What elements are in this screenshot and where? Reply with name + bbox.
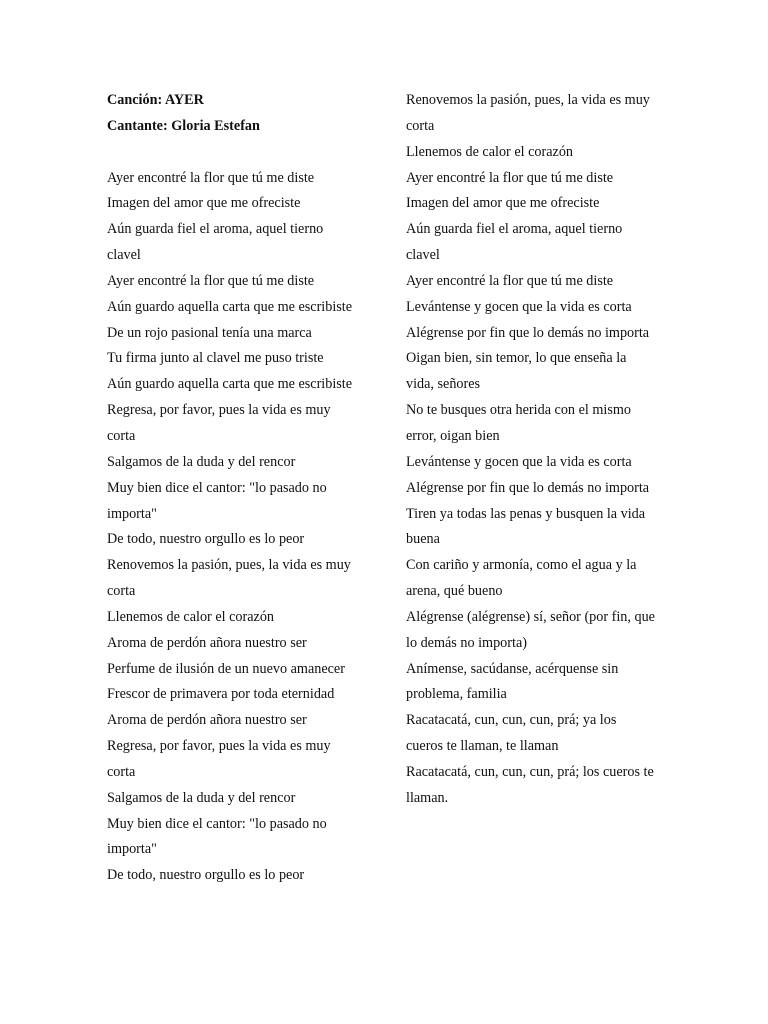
lyric-line: Racatacatá, cun, cun, cun, prá; los cueros te [406, 763, 654, 780]
right-column [406, 88, 666, 812]
lyric-line: Alégrense (alégrense) sí, señor (por fin, que [406, 608, 655, 625]
lyric-line: Aroma de perdón añora nuestro ser [107, 634, 307, 651]
song-title: Canción: AYER [107, 92, 204, 108]
lyric-line: Regresa, por favor, pues la vida es muy [107, 402, 331, 419]
lyric-line: Ayer encontré la flor que tú me diste [107, 272, 315, 289]
lyric-line: arena, qué bueno [406, 583, 503, 600]
lyric-line: Salgamos de la duda y del rencor [107, 789, 296, 806]
lyric-line: Levántense y gocen que la vida es corta [406, 453, 632, 470]
lyric-line: Alégrense por fin que lo demás no importa [406, 479, 650, 496]
lyric-line: Imagen del amor que me ofreciste [107, 195, 301, 212]
right-lyrics [406, 88, 666, 812]
lyric-line: Oigan bien, sin temor, lo que enseña la [406, 350, 627, 367]
lyric-line: Aún guarda fiel el aroma, aquel tierno [406, 221, 623, 238]
lyric-line: importa" [107, 841, 157, 858]
left-lyrics [107, 166, 369, 890]
lyric-line: De todo, nuestro orgullo es lo peor [107, 867, 305, 884]
lyric-line: corta [107, 427, 136, 444]
lyric-line: De todo, nuestro orgullo es lo peor [107, 531, 305, 548]
lyric-line: error, oigan bien [406, 427, 500, 444]
lyric-line: problema, familia [406, 686, 507, 703]
lyric-line: Racatacatá, cun, cun, cun, prá; ya los [406, 712, 617, 729]
lyric-line: Tu firma junto al clavel me puso triste [107, 350, 324, 367]
lyric-line: clavel [107, 247, 141, 264]
lyric-line: corta [107, 583, 136, 600]
lyric-line: buena [406, 531, 440, 548]
lyric-line: cueros te llaman, te llaman [406, 738, 559, 755]
lyric-line: Tiren ya todas las penas y busquen la vida [406, 505, 646, 522]
lyric-line: Ayer encontré la flor que tú me diste [107, 169, 315, 186]
lyric-line: corta [406, 117, 435, 134]
lyric-line: Aún guarda fiel el aroma, aquel tierno [107, 221, 324, 238]
lyric-line: Muy bien dice el cantor: "lo pasado no [107, 815, 327, 832]
lyric-line: Muy bien dice el cantor: "lo pasado no [107, 479, 327, 496]
lyric-line: Anímense, sacúdanse, acérquense sin [406, 660, 619, 677]
lyric-line: Alégrense por fin que lo demás no importa [406, 324, 650, 341]
lyric-line: Llenemos de calor el corazón [107, 608, 275, 625]
lyric-line: llaman. [406, 789, 449, 806]
lyric-line: vida, señores [406, 376, 481, 393]
lyric-line: Levántense y gocen que la vida es corta [406, 298, 632, 315]
lyric-line: Frescor de primavera por toda eternidad [107, 686, 335, 703]
lyric-line: lo demás no importa) [406, 634, 527, 651]
lyric-line: Renovemos la pasión, pues, la vida es muy [107, 557, 351, 574]
lyric-line: Perfume de ilusión de un nuevo amanecer [107, 660, 345, 677]
lyric-line: corta [107, 763, 136, 780]
lyric-line: Aún guardo aquella carta que me escribiste [107, 376, 353, 393]
lyric-line: De un rojo pasional tenía una marca [107, 324, 312, 341]
lyric-line: Imagen del amor que me ofreciste [406, 195, 600, 212]
lyric-line: Aroma de perdón añora nuestro ser [107, 712, 307, 729]
lyric-line: clavel [406, 247, 440, 264]
singer-name: Cantante: Gloria Estefan [107, 117, 260, 134]
lyric-line: importa" [107, 505, 157, 522]
lyric-line: Salgamos de la duda y del rencor [107, 453, 296, 470]
spacer [107, 140, 369, 166]
lyric-line: Aún guardo aquella carta que me escribiste [107, 298, 353, 315]
lyric-line: Ayer encontré la flor que tú me diste [406, 169, 614, 186]
left-column [107, 88, 369, 889]
lyric-line: Regresa, por favor, pues la vida es muy [107, 738, 331, 755]
lyric-line: Renovemos la pasión, pues, la vida es muy [406, 92, 650, 108]
lyric-line: Llenemos de calor el corazón [406, 143, 574, 160]
lyric-line: No te busques otra herida con el mismo [406, 402, 631, 419]
lyric-line: Con cariño y armonía, como el agua y la [406, 557, 637, 574]
lyric-line: Ayer encontré la flor que tú me diste [406, 272, 614, 289]
